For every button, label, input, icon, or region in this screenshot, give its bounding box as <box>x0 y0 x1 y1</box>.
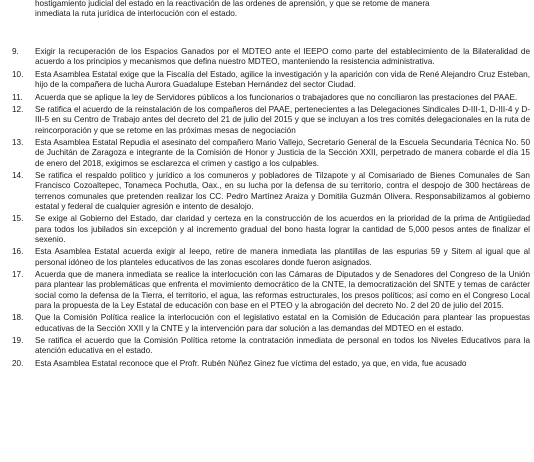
list-item <box>12 138 530 169</box>
item-number: 15. <box>12 214 24 224</box>
item-text: Acuerda que se aplique la ley de Servidores públicos a los funcionarios o trabajadores que no conciliaron las prestaciones del PAAE. <box>35 92 518 102</box>
item-number: 19. <box>12 336 24 346</box>
list-item <box>12 359 530 369</box>
item-number: 9. <box>12 47 19 56</box>
item-text: Esta Asamblea Estatal acuerda exigir al Ieepo, retire de manera inmediata las plantillas de las espurias 59 y Sitem al igual que al personal idóneo de los planteles educativos de las zonas escolares donde fueron asignados. <box>35 247 530 267</box>
item-text: Exigir la recuperación de los Espacios Ganados por el MDTEO ante el IEEPO como parte del establecimiento de la Bilateralidad de acuerdo a los principios y mecanismos que defina nuestro MDTEO, manteniendo la resistencia administrativa. <box>35 47 530 67</box>
item-number: 14. <box>12 171 24 181</box>
list-item <box>12 336 530 356</box>
item-text: Esta Asamblea Estatal Repudia el asesinato del compañero Mario Vallejo, Secretario General de la Escuela Secundaria Técnica No. 50 de Juchitán de Zaragoza e integrante de la Comisión de Honor y Justicia de la Sección XXII, perpetrado de manera cobarde el día 15 de enero del 2018, exigimos se esclarezca el crimen y castigo a los culpables. <box>35 138 530 168</box>
item-text: Se exige al Gobierno del Estado, dar claridad y certeza en la construcción de los acuerdos en la prioridad de la prima de Antigüedad para todos los jubilados sin excepción y al incremento gradual del bono hasta lograr la cantidad de 5,000 pesos antes de finalizar el sexenio. <box>35 214 530 244</box>
agreements-list <box>12 47 530 372</box>
lead-line: inmediata la ruta jurídica de interlocución con el estado. <box>35 9 238 19</box>
item-text: Se ratifica el acuerdo de la reinstalación de los compañeros del PAAE, pertenecientes a las Delegaciones Sindicales D-III-1, D-III-4 y D-III-5 en su Centro de Trabajo antes del decreto del 21 de julio del 2015 y que se incluyan a los tres comités delegacionales en la ruta de reincorporación y que se retome en las próximas mesas de negociación <box>35 105 530 135</box>
item-text: Acuerda que de manera inmediata se realice la interlocución con las Cámaras de Diputados y de Senadores del Congreso de la Unión para plantear las problemáticas que enfrenta el movimiento democrático de la CNTE, la democratización del SNTE y temas de carácter social como la defensa de la Tierra, el territorio, el agua, las reformas estructurales, los presos políticos; así como en el Congreso Local para la propuesta de la Ley Estatal de educación con base en el PTEO y la abrogación del decreto No. 2 del 20 de julio del 2015. <box>35 270 530 310</box>
list-item <box>12 313 530 333</box>
list-item <box>12 247 530 267</box>
list-item <box>12 270 530 311</box>
item-number: 12. <box>12 105 24 115</box>
item-number: 17. <box>12 270 24 280</box>
list-item <box>12 214 530 245</box>
list-item <box>12 105 530 136</box>
item-text: Esta Asamblea Estatal reconoce que el Profr. Rubén Núñez Ginez fue víctima del estado, ya que, en vida, fue acusado <box>35 358 467 368</box>
item-text: Que la Comisión Política realice la interlocución con el legislativo estatal en la Comisión de Educación para plantear las propuestas educativas de la Sección XXII y la CNTE y la intervención para dar solución a las demandas del MDTEO en el estado. <box>35 313 530 333</box>
item-number: 13. <box>12 138 24 148</box>
item-number: 20. <box>12 358 24 368</box>
item-text: Se ratifica el respaldo político y jurídico a los comuneros y pobladores de Tilzapote y al Comisariado de Bienes Comunales de San Francisco Cozoaltepec, Tonameca Pochutla, Oax., en su lucha por la defensa de su territorio, contra el despojo de 300 hectáreas de terrenos comunales que pretenden realizar los CC. Pedro Martínez Araiza y Domitila Guzmán Olivera. Responsabilizamos al gobierno estatal y federal de cualquier agresión e intento de desalojo. <box>35 171 530 211</box>
item-number: 11. <box>12 92 23 102</box>
item-number: 10. <box>12 69 24 79</box>
item-number: 18. <box>12 313 24 323</box>
item-text: Se ratifica el acuerdo que la Comisión Política retome la contratación inmediata de personal en todos los Niveles Educativos para la atención educativa en el estado. <box>35 336 530 356</box>
lead-paragraph <box>35 0 529 19</box>
item-number: 16. <box>12 247 24 257</box>
list-item <box>12 93 530 103</box>
list-item <box>12 171 530 212</box>
list-item <box>12 70 530 90</box>
list-item <box>12 47 530 67</box>
lead-line: hostigamiento judicial del estado en la reactivación de las ordenes de aprensión, y que se retome de manera <box>35 0 430 8</box>
item-text: Esta Asamblea Estatal exige que la Fiscalía del Estado, agilice la investigación y la aparición con vida de René Alejandro Cruz Esteban, hijo de la compañera de lucha Aurora Guadalupe Esteban Hernández del sector Ciudad. <box>35 69 530 89</box>
